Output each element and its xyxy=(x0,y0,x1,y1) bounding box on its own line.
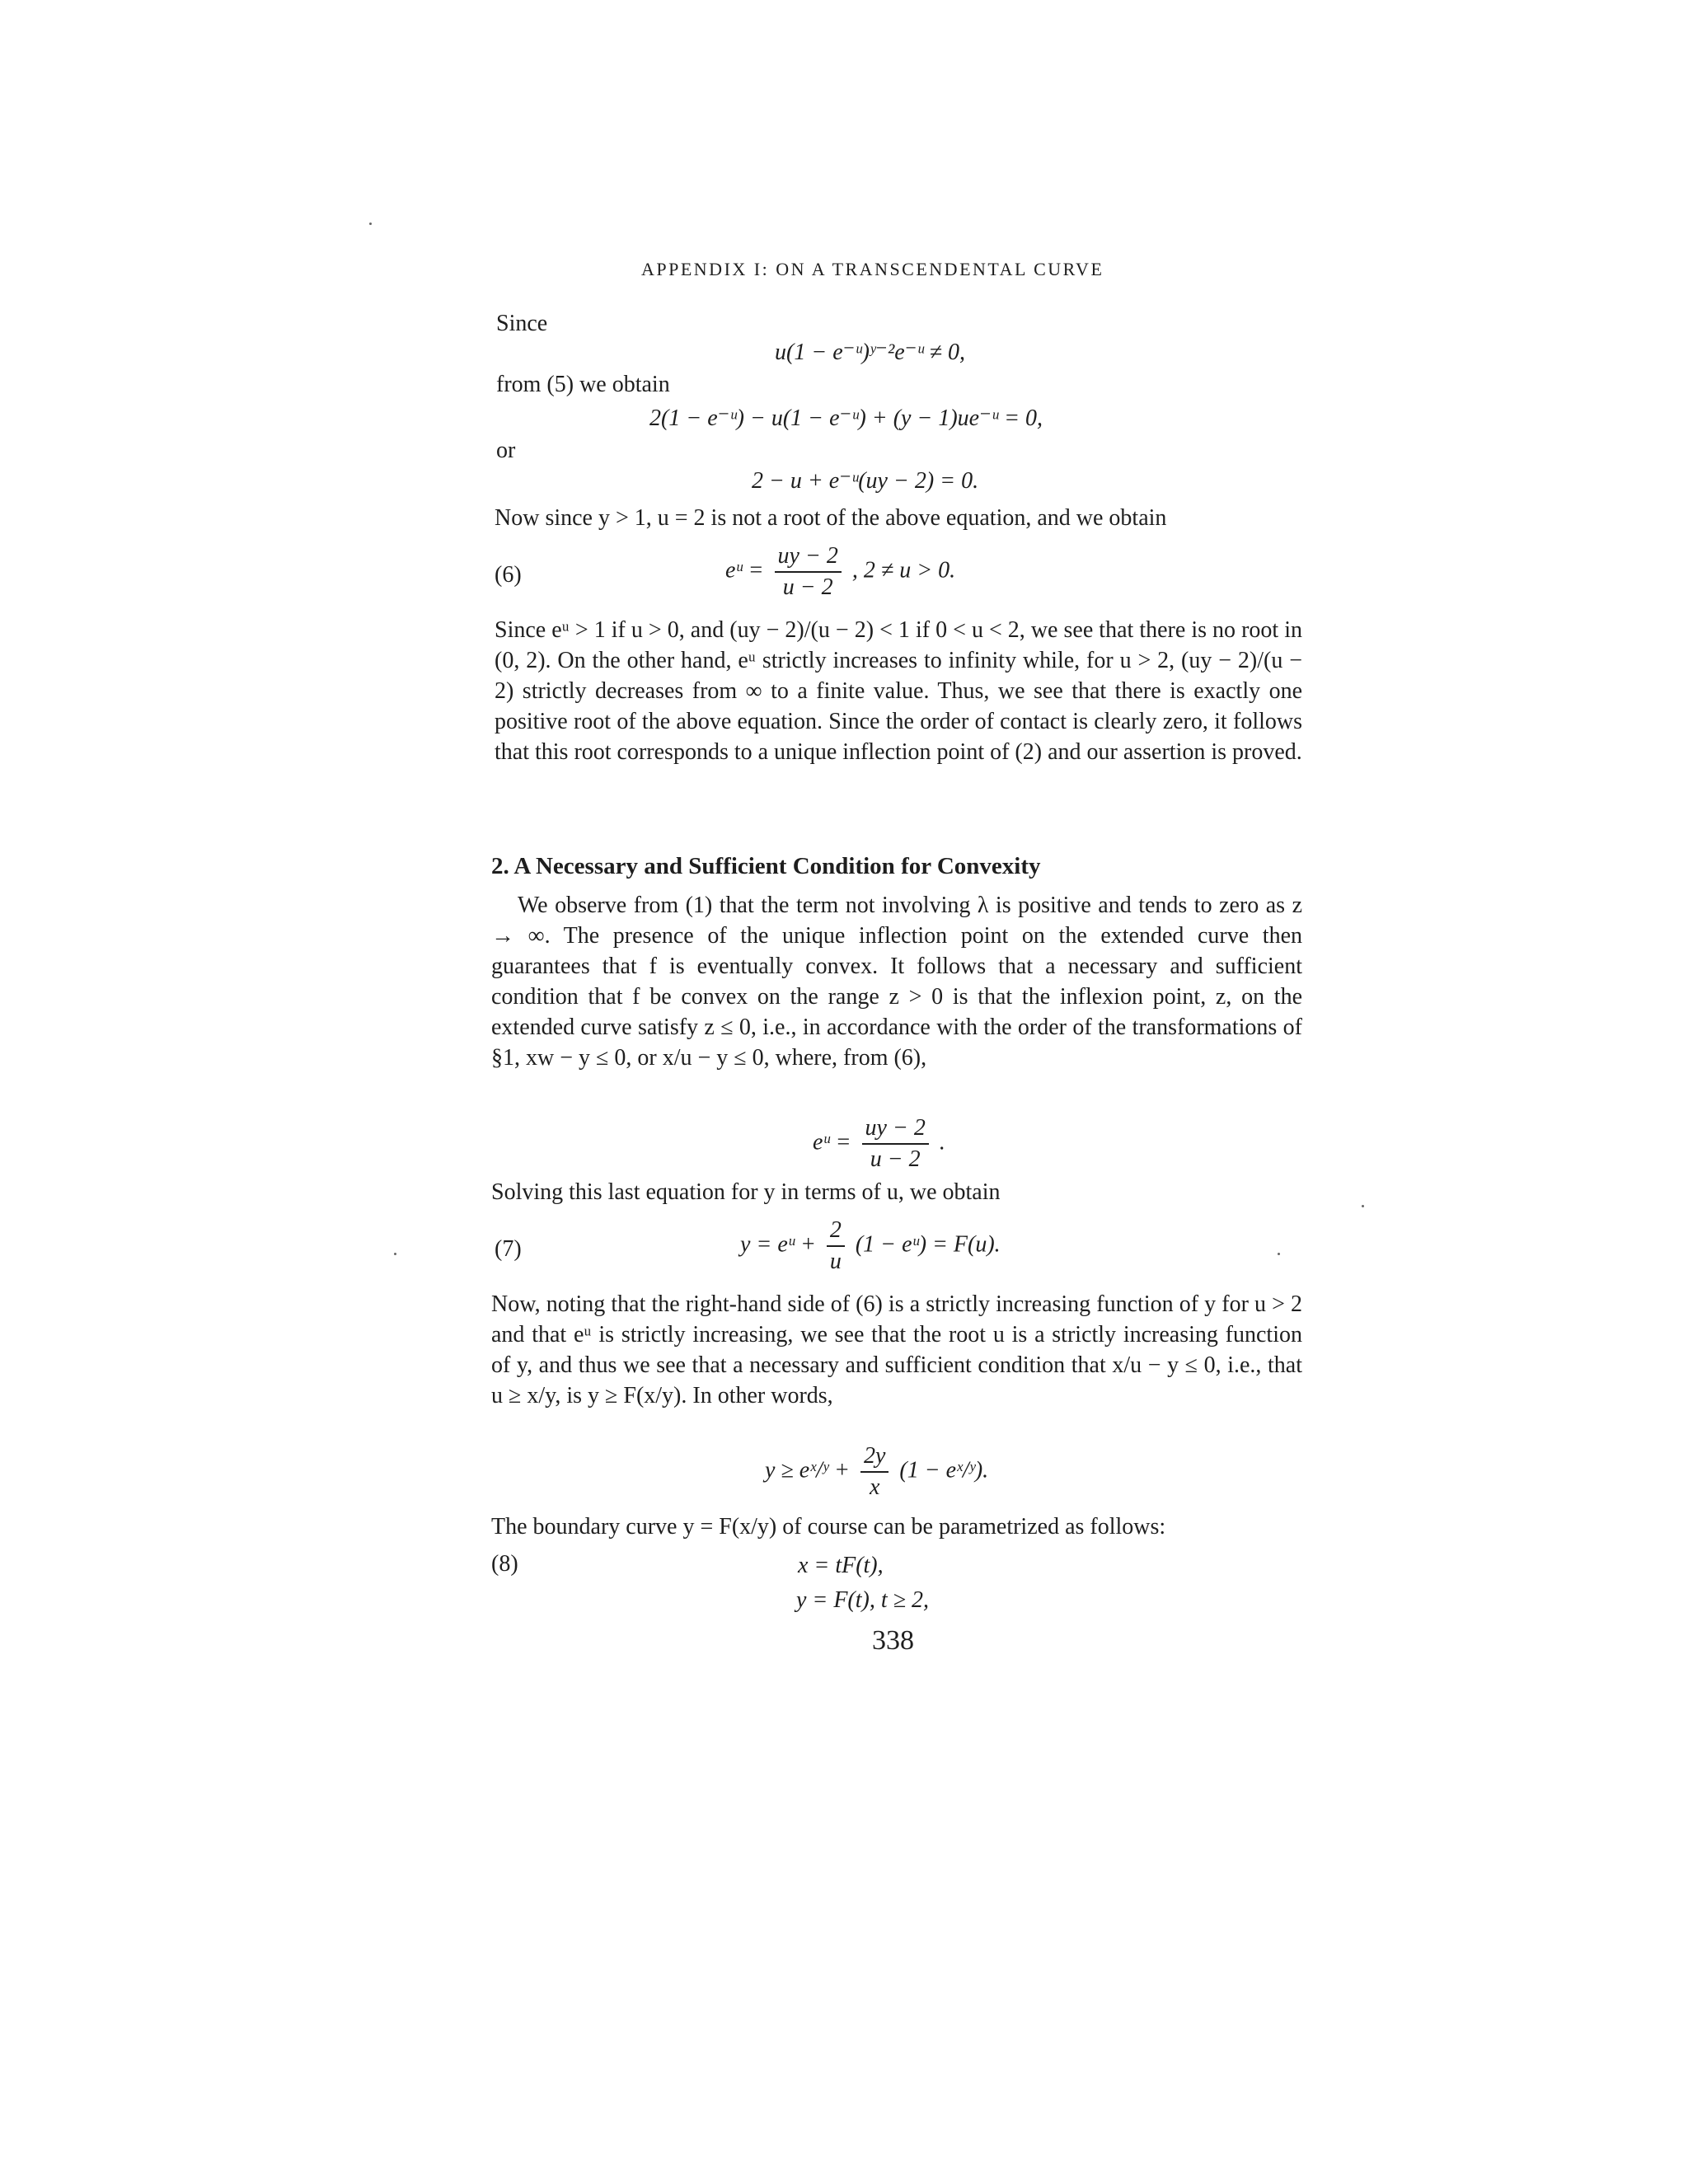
equation-8-line-2: y = F(t), t ≥ 2, xyxy=(796,1587,929,1613)
running-header: APPENDIX I: ON A TRANSCENDENTAL CURVE xyxy=(641,259,1104,279)
paragraph-3-text: Now, noting that the right-hand side of (6) is a strictly increasing function of y for u > 2 and that eᵘ is strictly increasing, we see that the root u is a strictly increasing function of y, and thus we see that a necessary and sufficient condition that x/u − y ≤ 0, i.e., that u ≥ x/y, is y ≥ F(x/y). In other words, xyxy=(491,1291,1302,1408)
equation-c-denominator: u − 2 xyxy=(870,1146,921,1172)
equation-d-fraction xyxy=(860,1444,889,1500)
equation-7-rhs: (1 − eᵘ) = F(u). xyxy=(855,1231,1001,1258)
now-since-text: Now since y > 1, u = 2 is not a root of the above equation, and we obtain xyxy=(495,505,1167,531)
equation-7 xyxy=(740,1218,1001,1274)
equation-nonzero: u(1 − e⁻ᵘ)ʸ⁻²e⁻ᵘ ≠ 0, xyxy=(775,340,966,365)
equation-c-lhs: eᵘ = xyxy=(813,1129,851,1155)
paragraph-1-text: Since eᵘ > 1 if u > 0, and (uy − 2)/(u − 2) < 1 if 0 < u < 2, we see that there is no root in (0, 2). On the other hand, eᵘ strictly increases to infinity while, for u > 2, (uy − 2)/(u − 2) strictly decreases from ∞ to a finite value. Thus, we see that there is exactly one positive root of the above equation. Since the order of contact is clearly zero, it follows that this root corresponds to a unique inflection point of (2) and our assertion is proved. xyxy=(495,617,1302,765)
scan-speck xyxy=(1278,1253,1280,1255)
equation-8-label: (8) xyxy=(491,1551,518,1577)
equation-7-numerator: 2 xyxy=(827,1218,845,1247)
equation-d xyxy=(765,1444,988,1500)
equation-c-tail: . xyxy=(939,1129,945,1155)
paragraph-1 xyxy=(495,615,1302,767)
from-5-text: from (5) we obtain xyxy=(496,372,670,397)
paragraph-2 xyxy=(491,890,1302,1073)
equation-6-fraction xyxy=(775,544,842,600)
equation-c-numerator: uy − 2 xyxy=(862,1116,929,1145)
equation-7-lhs: y = eᵘ + xyxy=(740,1231,816,1258)
page-number: 338 xyxy=(872,1625,914,1656)
scan-speck xyxy=(369,223,372,225)
equation-d-numerator: 2y xyxy=(860,1444,889,1473)
equation-6-lhs: eᵘ = xyxy=(725,557,764,583)
equation-d-lhs: y ≥ eˣ/ʸ + xyxy=(765,1457,850,1483)
equation-6-numerator: uy − 2 xyxy=(775,544,842,573)
section-heading: 2. A Necessary and Sufficient Condition for Convexity xyxy=(491,853,1041,879)
equation-6-label: (6) xyxy=(495,562,522,588)
equation-d-rhs: (1 − eˣ/ʸ). xyxy=(899,1457,989,1483)
scan-speck xyxy=(1362,1205,1364,1207)
solving-text: Solving this last equation for y in terms of u, we obtain xyxy=(491,1179,1001,1205)
equation-b: 2 − u + e⁻ᵘ(uy − 2) = 0. xyxy=(752,468,979,494)
equation-8-line-1: x = tF(t), xyxy=(798,1553,884,1578)
equation-c xyxy=(813,1116,945,1172)
equation-7-label: (7) xyxy=(495,1236,522,1262)
since-word: Since xyxy=(496,311,548,336)
equation-6-condition: , 2 ≠ u > 0. xyxy=(851,557,956,583)
equation-6-denominator: u − 2 xyxy=(782,574,833,600)
equation-6 xyxy=(725,544,955,600)
boundary-text: The boundary curve y = F(x/y) of course can be parametrized as follows: xyxy=(491,1514,1166,1540)
equation-c-fraction xyxy=(862,1116,929,1172)
paragraph-3 xyxy=(491,1289,1302,1411)
scan-speck xyxy=(394,1253,396,1255)
or-word: or xyxy=(496,438,516,463)
equation-7-fraction xyxy=(827,1218,845,1274)
equation-7-denominator: u xyxy=(829,1249,842,1274)
paragraph-2-text: We observe from (1) that the term not involving λ is positive and tends to zero as z → ∞. The presence of the unique inflection point on the extended curve then guarantees that f is eventually convex. It follows that a necessary and sufficient condition that f be convex on the range z > 0 is that the inflexion point, z, on the extended curve satisfy z ≤ 0, i.e., in accordance with the order of the transformations of §1, xw − y ≤ 0, or x/u − y ≤ 0, where, from (6), xyxy=(491,893,1302,1071)
equation-a: 2(1 − e⁻ᵘ) − u(1 − e⁻ᵘ) + (y − 1)ue⁻ᵘ = 0, xyxy=(649,405,1043,431)
equation-d-denominator: x xyxy=(869,1474,880,1500)
